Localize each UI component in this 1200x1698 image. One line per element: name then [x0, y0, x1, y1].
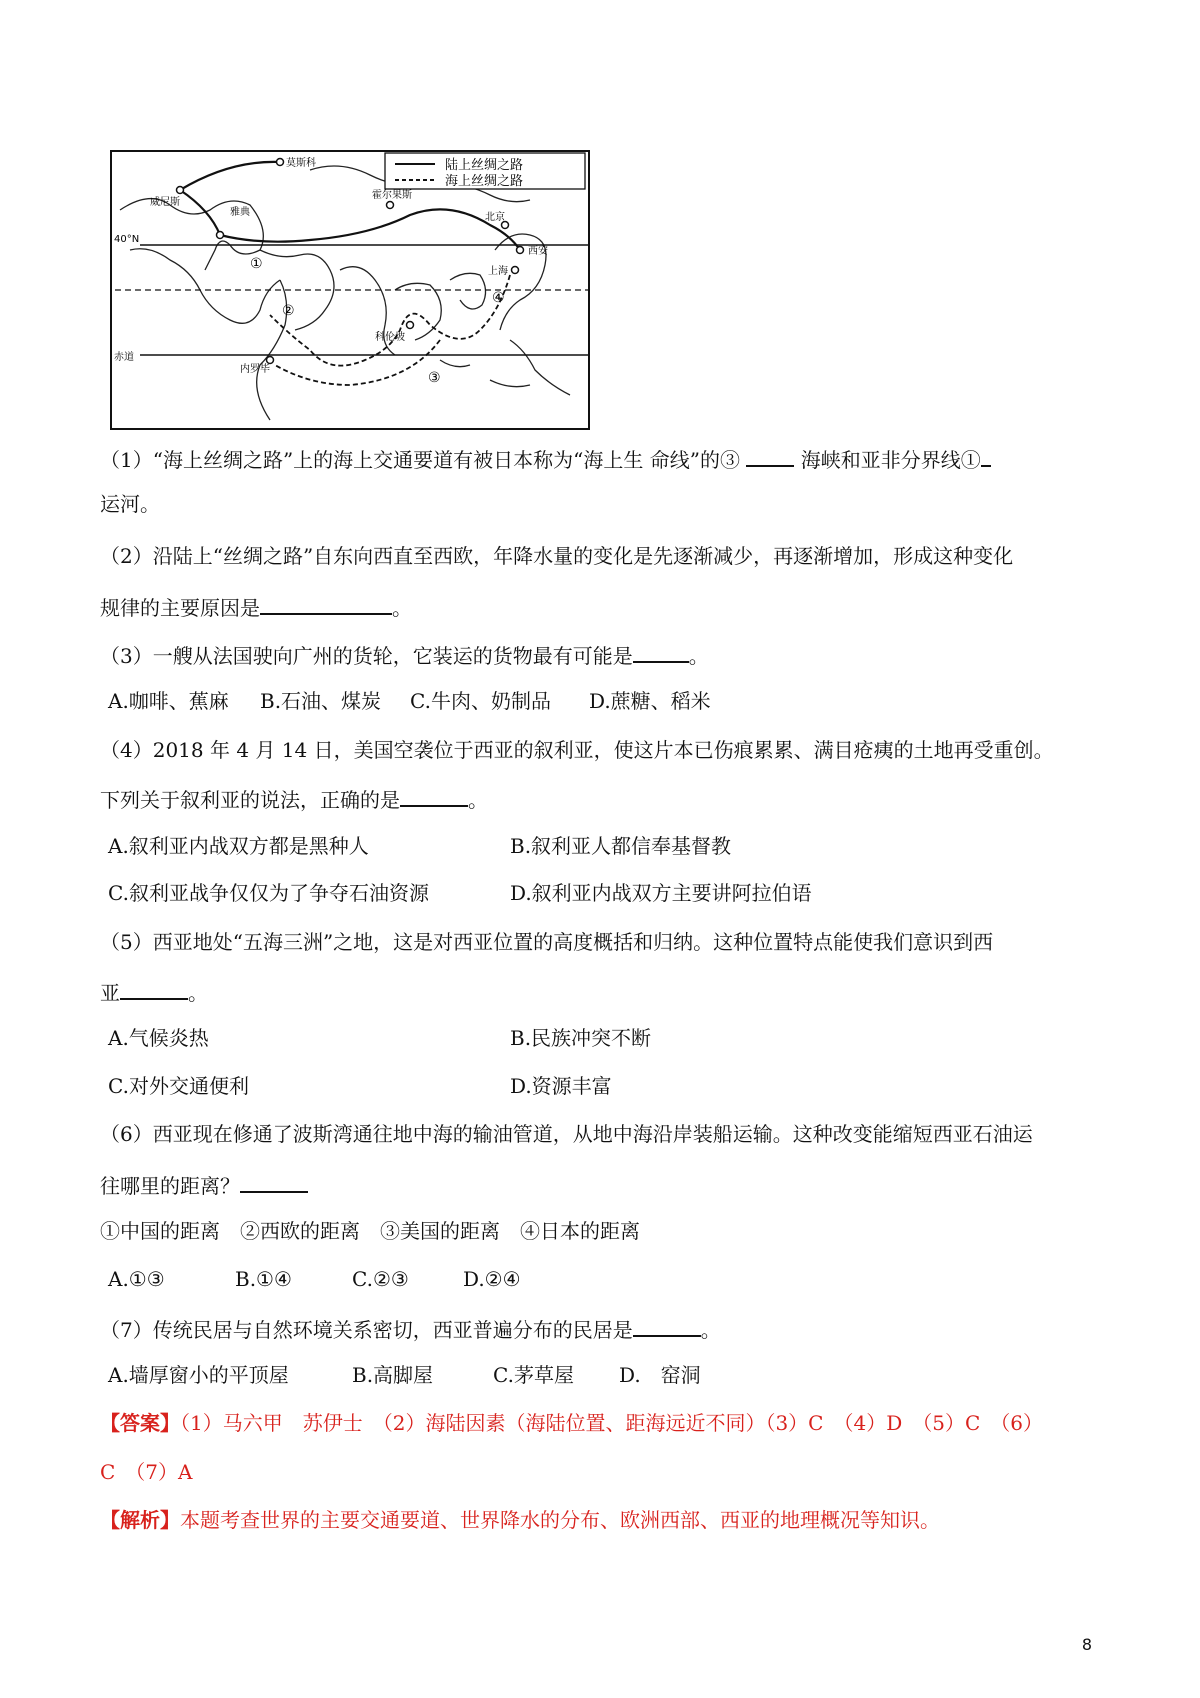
q7-option-c[interactable]: C.茅草屋 — [493, 1363, 574, 1387]
q3-option-d[interactable]: D.蔗糖、稻米 — [589, 689, 711, 713]
analysis-tag: 【解析】 — [100, 1508, 180, 1532]
q7-blank[interactable] — [633, 1317, 701, 1337]
q3-option-b[interactable]: B.石油、煤炭 — [260, 689, 382, 713]
q1-line2: 运河。 — [100, 492, 160, 516]
q7-line: （7）传统民居与自然环境关系密切，西亚普遍分布的民居是 。 — [100, 1318, 721, 1342]
q3-line: （3）一艘从法国驶向广州的货轮，它装运的货物最有可能是 。 — [100, 644, 709, 668]
q1-blank-canal[interactable] — [981, 447, 991, 467]
q5-line1: （5）西亚地处“五海三洲”之地，这是对西亚位置的高度概括和归纳。这种位置特点能使我们意识到西 — [100, 930, 994, 954]
q5-option-d[interactable]: D.资源丰富 — [510, 1074, 612, 1098]
q6-option-b[interactable]: B.①④ — [235, 1267, 292, 1291]
city-xian: 西安 — [528, 246, 548, 257]
q4-option-c[interactable]: C.叙利亚战争仅仅为了争夺石油资源 — [108, 881, 429, 905]
answer-line1: 【答案】（1）马六甲 苏伊士 （2）海陆因素（海陆位置、距海远近不同）（3）C （4）D （5）C （6） — [100, 1411, 1043, 1435]
q6-line2: 往哪里的距离？ — [100, 1173, 308, 1196]
q4-line2: 下列关于叙利亚的说法，正确的是 。 — [100, 788, 488, 812]
q5-option-a[interactable]: A.气候炎热 — [108, 1026, 209, 1050]
analysis-line: 【解析】本题考查世界的主要交通要道、世界降水的分布、欧洲西部、西亚的地理概况等知识。 — [100, 1508, 940, 1532]
q3-option-c[interactable]: C.牛肉、奶制品 — [410, 689, 551, 713]
marker-1: ① — [250, 256, 263, 272]
q6-option-a[interactable]: A.①③ — [108, 1267, 165, 1291]
q3-option-a[interactable]: A.咖啡、蕉麻 — [108, 689, 229, 713]
city-beijing: 北京 — [485, 212, 505, 223]
q6-line1: （6）西亚现在修通了波斯湾通往地中海的输油管道，从地中海沿岸装船运输。这种改变能缩短西亚石油运 — [100, 1122, 1033, 1146]
q2-blank[interactable] — [260, 595, 392, 615]
legend-sea-label: 海上丝绸之路 — [445, 174, 524, 189]
lat-40n-label: 40°N — [114, 234, 140, 245]
city-athens: 雅典 — [230, 207, 250, 218]
q6-option-c[interactable]: C.②③ — [352, 1267, 409, 1291]
answer-line2: C （7）A — [100, 1460, 193, 1484]
city-samarkand: 霍尔果斯 — [372, 190, 412, 201]
city-nairobi: 内罗毕 — [240, 364, 270, 375]
answer-tag: 【答案】 — [100, 1411, 180, 1435]
city-venice: 威尼斯 — [150, 197, 180, 208]
q4-option-d[interactable]: D.叙利亚内战双方主要讲阿拉伯语 — [510, 881, 812, 905]
q5-blank[interactable] — [120, 980, 188, 1000]
q4-blank[interactable] — [400, 787, 468, 807]
q5-option-c[interactable]: C.对外交通便利 — [108, 1074, 249, 1098]
q1-blank-strait[interactable] — [746, 447, 794, 467]
legend-land-label: 陆上丝绸之路 — [445, 158, 524, 173]
q4-line1: （4）2018 年 4 月 14 日，美国空袭位于西亚的叙利亚，使这片本已伤痕累累、满目疮痍的土地再受重创。 — [100, 738, 1054, 762]
q2-line1: （2）沿陆上“丝绸之路”自东向西直至西欧，年降水量的变化是先逐渐减少，再逐渐增加，形成这种变化 — [100, 544, 1014, 568]
city-colombo: 科伦坡 — [375, 332, 405, 343]
q1-line1: （1）“海上丝绸之路”上的海上交通要道有被日本称为“海上生 命线”的③ 海峡和亚非分界线① — [100, 447, 991, 470]
q6-option-d[interactable]: D.②④ — [463, 1267, 521, 1291]
marker-4: ④ — [492, 290, 505, 306]
q6-blank[interactable] — [240, 1173, 308, 1193]
q6-items: ①中国的距离 ②西欧的距离 ③美国的距离 ④日本的距离 — [100, 1219, 640, 1243]
q5-line2: 亚 。 — [100, 981, 208, 1005]
city-moscow: 莫斯科 — [286, 158, 316, 169]
q7-option-b[interactable]: B.高脚屋 — [352, 1363, 434, 1387]
q4-option-a[interactable]: A.叙利亚内战双方都是黑种人 — [108, 834, 369, 858]
marker-2: ② — [282, 303, 295, 319]
silk-road-map — [110, 150, 590, 430]
page-number: 8 — [1081, 1635, 1092, 1654]
marker-3: ③ — [428, 370, 441, 386]
q7-option-a[interactable]: A.墙厚窗小的平顶屋 — [108, 1363, 289, 1387]
q4-option-b[interactable]: B.叙利亚人都信奉基督教 — [510, 834, 732, 858]
q7-option-d[interactable]: D. 窑洞 — [619, 1363, 701, 1387]
city-shanghai: 上海 — [488, 266, 508, 277]
q5-option-b[interactable]: B.民族冲突不断 — [510, 1026, 652, 1050]
equator-label: 赤道 — [114, 352, 134, 363]
q2-line2: 规律的主要原因是 。 — [100, 596, 412, 620]
q3-blank[interactable] — [633, 643, 689, 663]
